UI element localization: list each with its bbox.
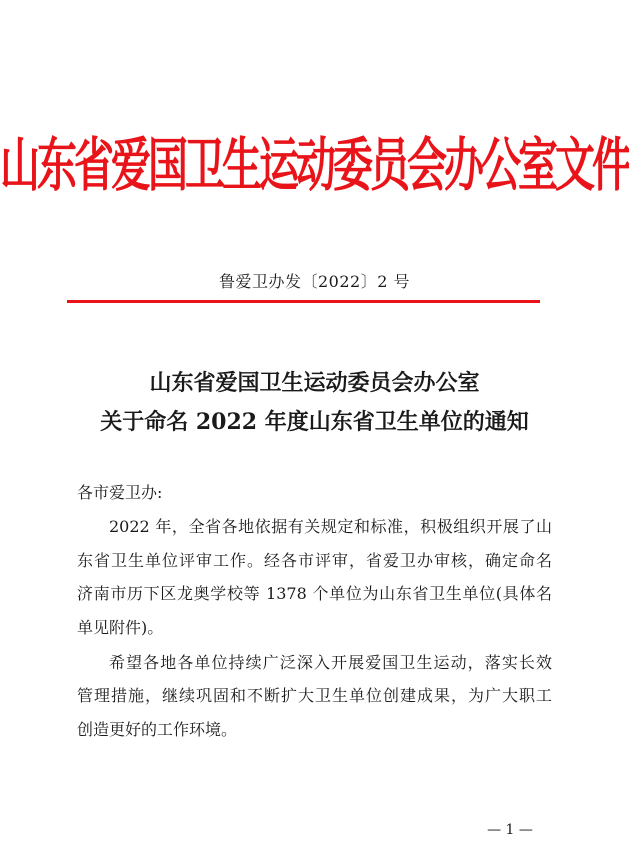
paragraph-line: 创造更好的工作环境。 (77, 720, 238, 739)
notice-title-line-2: 关于命名 2022 年度山东省卫生单位的通知 (100, 409, 529, 435)
paragraph-line: 管理措施，继续巩固和不断扩大卫生单位创建成果，为广大职工 (77, 686, 552, 705)
salutation: 各市爱卫办: (77, 483, 163, 502)
paragraph-line: 济南市历下区龙奥学校等 1378 个单位为山东省卫生单位(具体名 (77, 584, 552, 603)
paragraph-line: 东省卫生单位评审工作。经各市评审，省爱卫办审核，确定命名 (77, 551, 552, 570)
document-number: 鲁爱卫办发〔2022〕2 号 (219, 272, 410, 291)
page-number: — 1 — (487, 822, 533, 838)
notice-title-line-1: 山东省爱国卫生运动委员会办公室 (149, 370, 480, 396)
document-header-title: 山东省爱国卫生运动委员会办公室文件 (0, 131, 629, 200)
red-divider (67, 300, 540, 303)
paragraph-line: 单见附件)。 (77, 618, 164, 637)
paragraph-line: 希望各地各单位持续广泛深入开展爱国卫生运动，落实长效 (109, 653, 552, 672)
paragraph-line: 2022 年，全省各地依据有关规定和标准，积极组织开展了山 (109, 517, 552, 536)
